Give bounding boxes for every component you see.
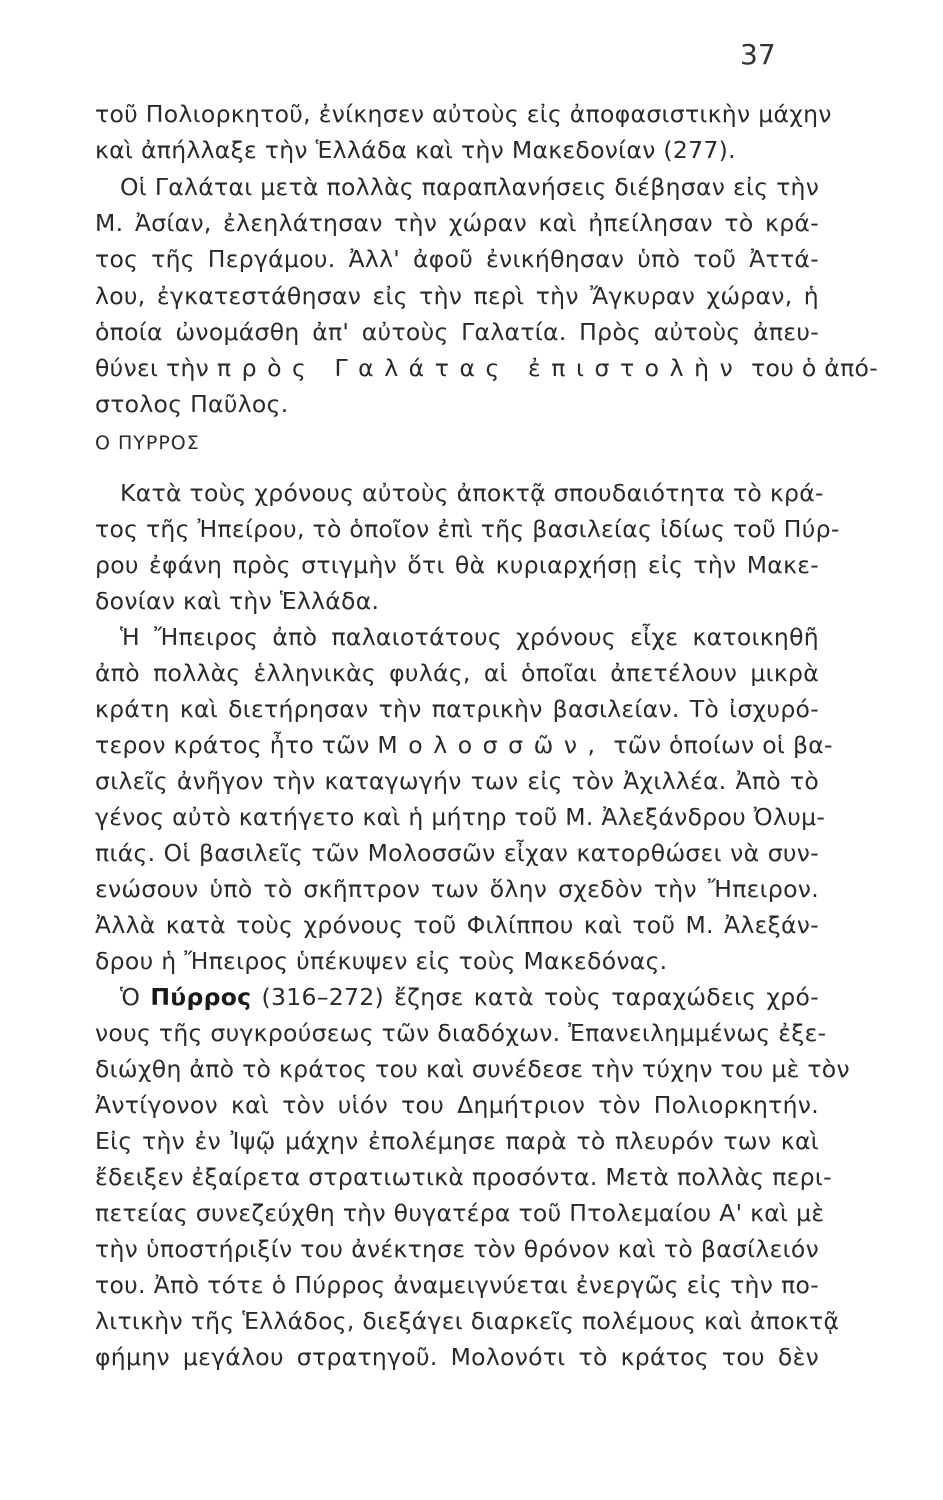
text-line: Εἰς τὴν ἐν Ἰψῷ μάχην ἐπολέμησε παρὰ τὸ πλευρόν των καὶ bbox=[95, 1127, 819, 1155]
text-line: Ἀντίγονον καὶ τὸν υἱόν του Δημήτριον τὸν Πολιορκητήν. bbox=[95, 1091, 819, 1119]
text-line bbox=[95, 353, 878, 383]
spaced-name: Μολοσσῶν, bbox=[377, 731, 606, 759]
text-line: Ἡ Ἤπειρος ἀπὸ παλαιοτάτους χρόνους εἶχε κατοικηθῆ bbox=[120, 623, 819, 651]
text-line: Ἀλλὰ κατὰ τοὺς χρόνους τοῦ Φιλίππου καὶ τοῦ Μ. Ἀλεξάν- bbox=[95, 911, 819, 939]
text-line: ρου ἐφάνη πρὸς στιγμὴν ὅτι θὰ κυριαρχήσῃ εἰς τὴν Μακε- bbox=[95, 551, 819, 579]
text-fragment: τῶν ὁποίων οἱ βα- bbox=[613, 731, 833, 759]
text-line bbox=[120, 982, 819, 1012]
text-line: ὁποία ὠνομάσθη ἀπ' αὐτοὺς Γαλατία. Πρὸς αὐτοὺς ἀπευ- bbox=[95, 318, 819, 346]
text-line: πιάς. Οἱ βασιλεῖς τῶν Μολοσσῶν εἶχαν κατορθώσει νὰ συν- bbox=[95, 839, 819, 867]
text-line: στολος Παῦλος. bbox=[95, 390, 289, 418]
text-line: τος τῆς Ἠπείρου, τὸ ὁποῖον ἐπὶ τῆς βασιλείας ἰδίως τοῦ Πύρ- bbox=[95, 515, 840, 543]
text-line: τος τῆς Περγάμου. Ἀλλ' ἀφοῦ ἐνικήθησαν ὑπὸ τοῦ Ἀττά- bbox=[95, 245, 819, 273]
text-line: ἔδειξεν ἐξαίρετα στρατιωτικὰ προσόντα. Μετὰ πολλὰς περι- bbox=[95, 1163, 832, 1191]
text-line: φήμην μεγάλου στρατηγοῦ. Μολονότι τὸ κράτος του δὲν bbox=[95, 1343, 819, 1371]
bold-name: Πύρρος bbox=[150, 983, 252, 1011]
text-line: διώχθη ἀπὸ τὸ κράτος του καὶ συνέδεσε τὴν τύχην του μὲ τὸν bbox=[95, 1055, 850, 1083]
text-line: Κατὰ τοὺς χρόνους αὐτοὺς ἀποκτᾷ σπουδαιότητα τὸ κρά- bbox=[120, 479, 824, 507]
text-line: καὶ ἀπήλλαξε τὴν Ἑλλάδα καὶ τὴν Μακεδονίαν (277). bbox=[95, 136, 736, 164]
text-line: τοῦ Πολιορκητοῦ, ἐνίκησεν αὐτοὺς εἰς ἀποφασιστικὴν μάχην bbox=[95, 100, 832, 128]
text-line: δονίαν καὶ τὴν Ἑλλάδα. bbox=[95, 587, 380, 615]
text-line: σιλεῖς ἀνῆγον τὴν καταγωγήν των εἰς τὸν Ἀχιλλέα. Ἀπὸ τὸ bbox=[95, 767, 819, 795]
text-fragment: τερον κράτος ἦτο τῶν bbox=[95, 731, 370, 759]
spaced-title: πρὸς Γαλάτας ἐπιστολὴν bbox=[216, 354, 744, 382]
text-line bbox=[95, 730, 833, 760]
text-line: λιτικὴν τῆς Ἑλλάδος, διεξάγει διαρκεῖς πολέμους καὶ ἀποκτᾷ bbox=[95, 1307, 840, 1335]
text-line: νους τῆς συγκρούσεως τῶν διαδόχων. Ἐπανειλημμένως ἐξε- bbox=[95, 1019, 827, 1047]
section-heading: Ο ΠΥΡΡΟΣ bbox=[95, 432, 200, 454]
text-line: ἀπὸ πολλὰς ἑλληνικὰς φυλάς, αἱ ὁποῖαι ἀπετέλουν μικρὰ bbox=[95, 659, 819, 687]
text-fragment: Ὁ bbox=[120, 983, 141, 1011]
page-number: 37 bbox=[740, 38, 776, 71]
text-line: πετείας συνεζεύχθη τὴν θυγατέρα τοῦ Πτολεμαίου Α' καὶ μὲ bbox=[95, 1199, 825, 1227]
text-fragment: θύνει τὴν bbox=[95, 354, 210, 382]
text-fragment: (316–272) ἔζησε κατὰ τοὺς ταραχώδεις χρό- bbox=[261, 983, 819, 1011]
text-line: του. Ἀπὸ τότε ὁ Πύρρος ἀναμειγνύεται ἐνεργῶς εἰς τὴν πο- bbox=[95, 1271, 819, 1299]
text-line: δρου ἡ Ἤπειρος ὑπέκυψεν εἰς τοὺς Μακεδόνας. bbox=[95, 947, 668, 975]
text-line: γένος αὐτὸ κατήγετο καὶ ἡ μήτηρ τοῦ Μ. Ἀλεξάνδρου Ὀλυμ- bbox=[95, 803, 826, 831]
text-line: Οἱ Γαλάται μετὰ πολλὰς παραπλανήσεις διέβησαν εἰς τὴν bbox=[120, 173, 820, 201]
text-line: λου, ἐγκατεστάθησαν εἰς τὴν περὶ τὴν Ἄγκυραν χώραν, ἡ bbox=[95, 282, 819, 310]
text-fragment: του ὁ ἀπό- bbox=[751, 354, 878, 382]
text-line: τὴν ὑποστήριξίν του ἀνέκτησε τὸν θρόνον καὶ τὸ βασίλειόν bbox=[95, 1235, 819, 1263]
text-line: Μ. Ἀσίαν, ἐλεηλάτησαν τὴν χώραν καὶ ἠπείλησαν τὸ κρά- bbox=[95, 209, 819, 237]
text-line: ενώσουν ὑπὸ τὸ σκῆπτρον των ὅλην σχεδὸν τὴν Ἤπειρον. bbox=[95, 875, 819, 903]
text-line: κράτη καὶ διετήρησαν τὴν πατρικὴν βασιλείαν. Τὸ ἰσχυρό- bbox=[95, 695, 819, 723]
